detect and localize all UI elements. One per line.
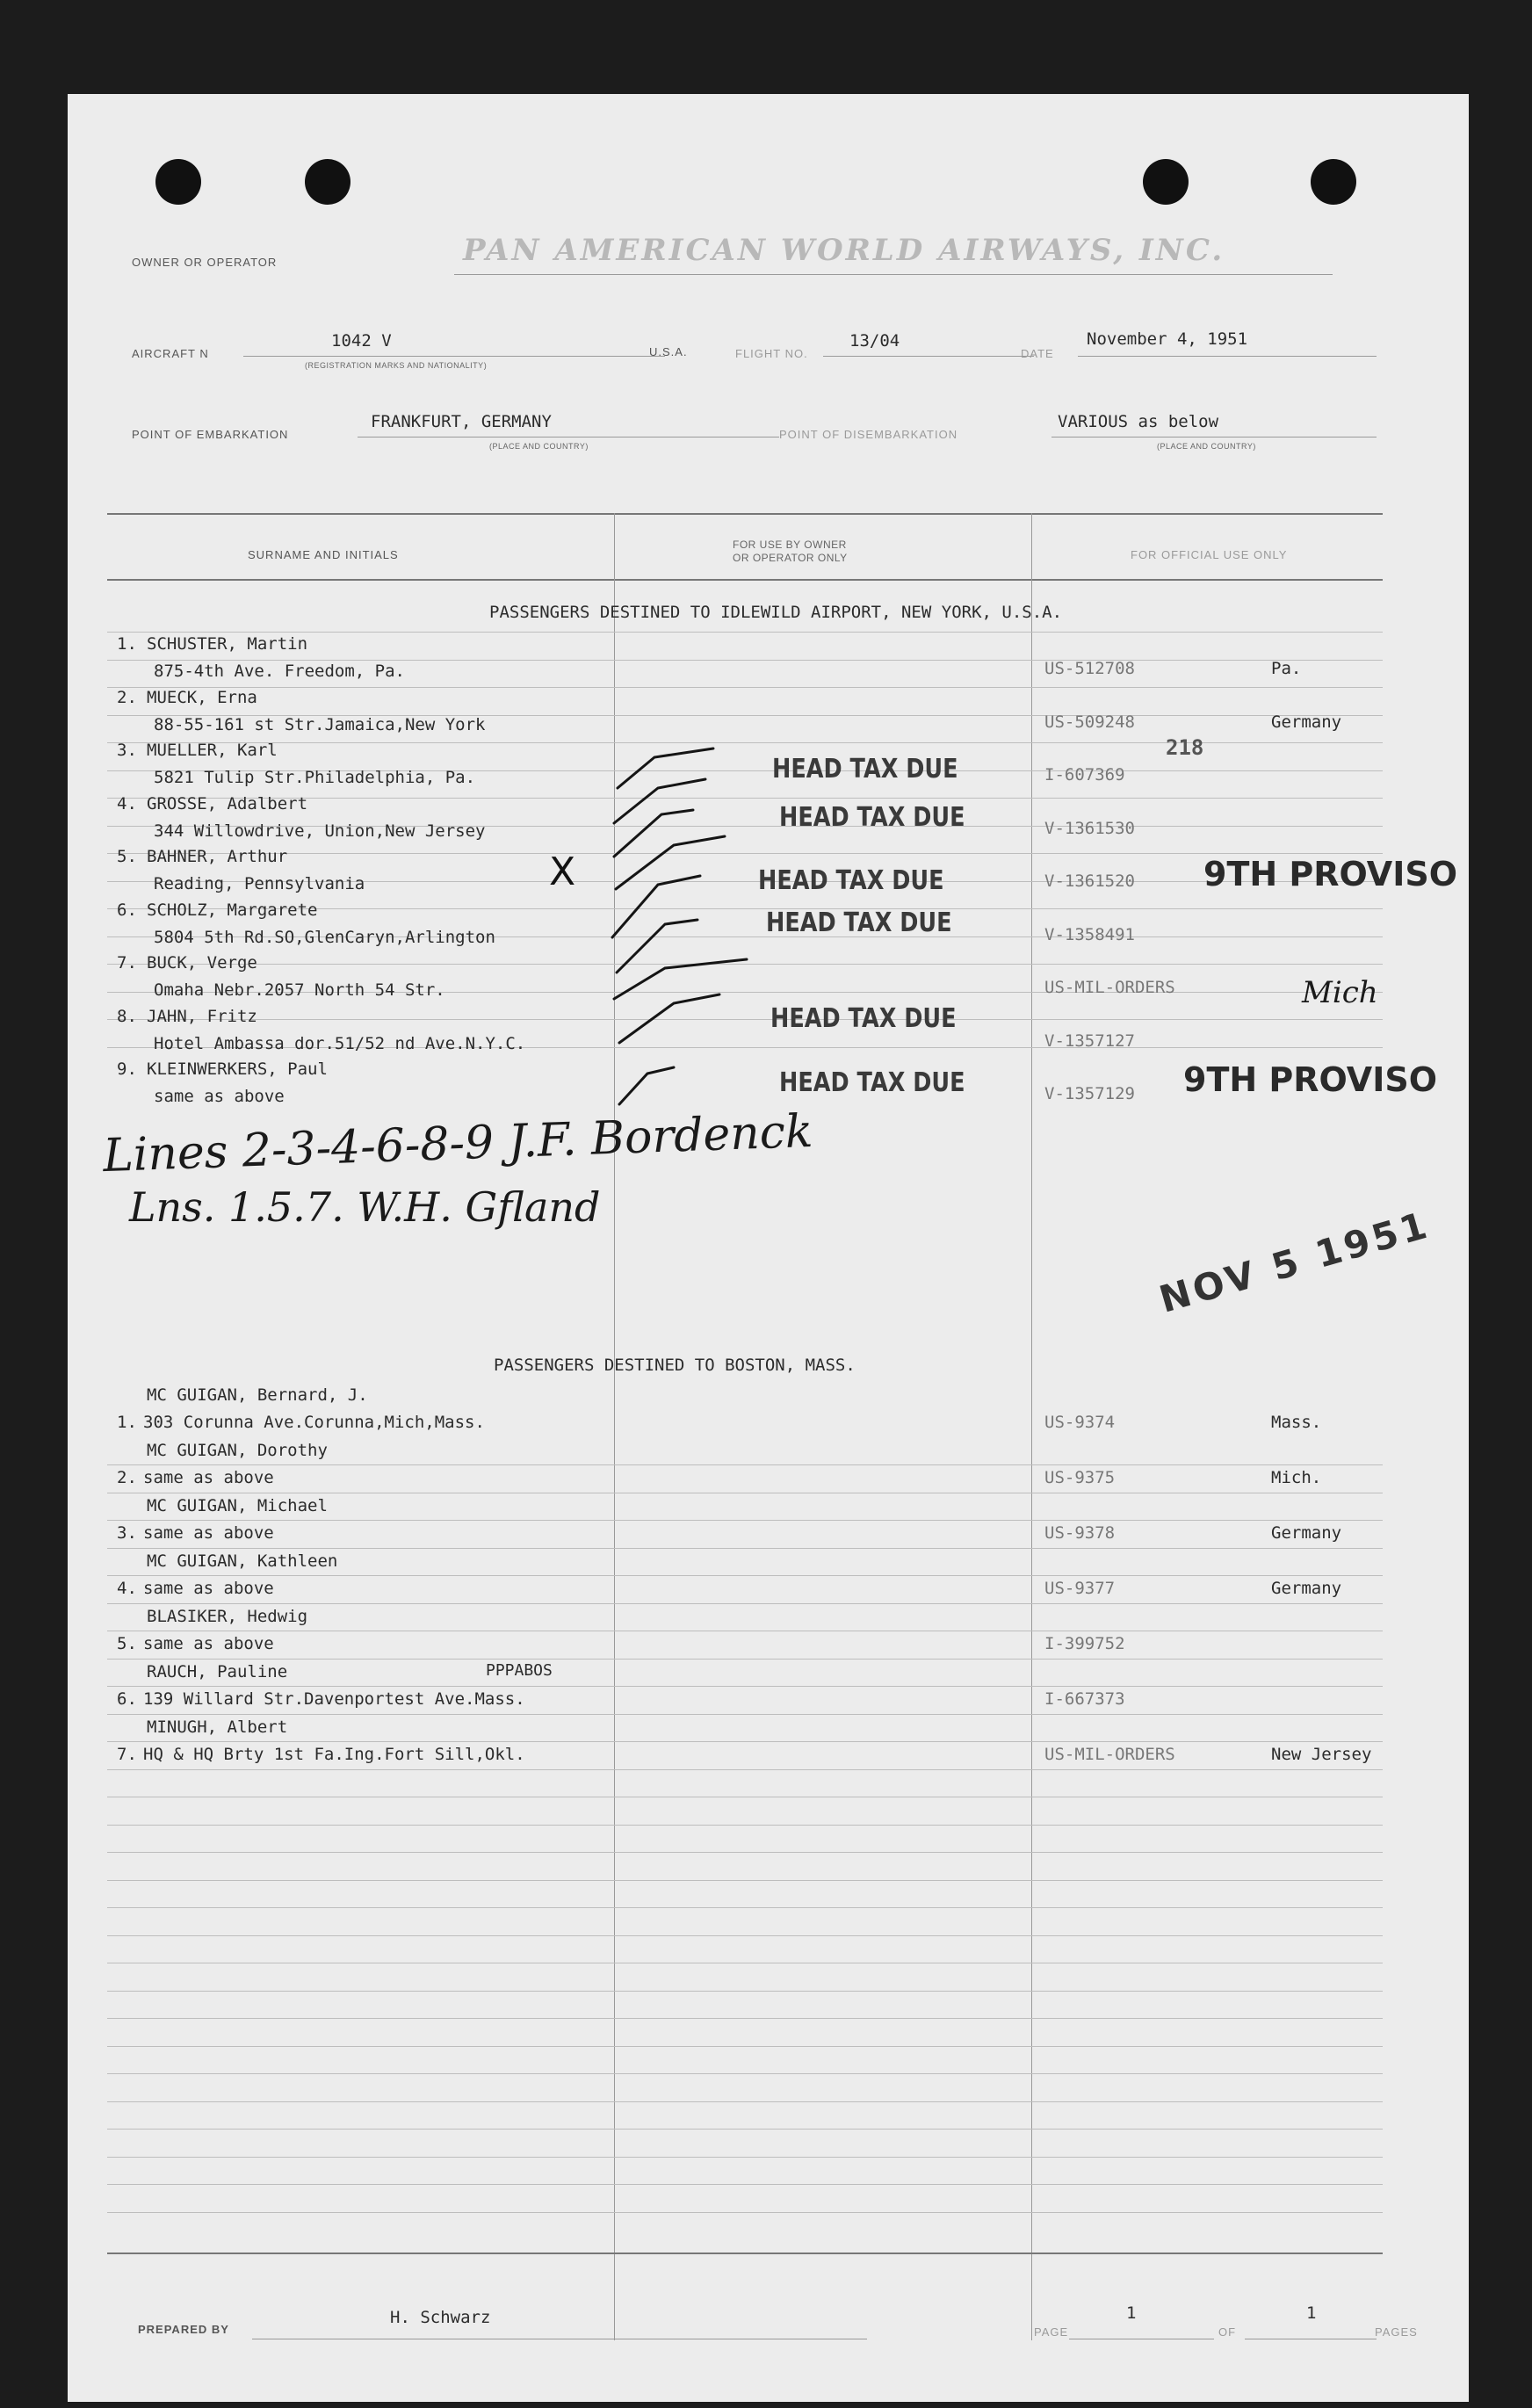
- ruled-line: [107, 1991, 1383, 1992]
- official-document-number: US-MIL-ORDERS: [1044, 978, 1175, 997]
- passenger-address: 5821 Tulip Str.Philadelphia, Pa.: [154, 768, 476, 787]
- head-tax-stamp: HEAD TAX DUE: [770, 1003, 957, 1034]
- official-note: New Jersey: [1271, 1745, 1372, 1764]
- ruled-line: [107, 1825, 1383, 1826]
- passenger-name: BUCK, Verge: [147, 953, 257, 973]
- ruled-line: [107, 2212, 1383, 2213]
- row-number: 5.: [117, 1634, 137, 1653]
- ruled-line: [107, 1464, 1383, 1465]
- row-number: 9.: [117, 1059, 137, 1079]
- head-tax-stamp: HEAD TAX DUE: [772, 754, 958, 785]
- passenger-name: MC GUIGAN, Bernard, J.: [147, 1385, 368, 1405]
- passenger-address: 344 Willowdrive, Union,New Jersey: [154, 821, 486, 841]
- passenger-name: MC GUIGAN, Kathleen: [147, 1551, 338, 1571]
- prepared-by: H. Schwarz: [390, 2308, 491, 2327]
- ruled-line: [107, 2073, 1383, 2074]
- head-tax-stamp: HEAD TAX DUE: [766, 908, 952, 938]
- date-stamp: NOV 5 1951: [1154, 1203, 1435, 1321]
- ruled-line: [107, 1575, 1383, 1576]
- ruled-line: [107, 2101, 1383, 2102]
- row-number: 1.: [117, 1413, 137, 1432]
- official-document-number: V-1361520: [1044, 871, 1135, 891]
- ruled-line: [107, 2184, 1383, 2185]
- head-tax-stamp: HEAD TAX DUE: [758, 865, 944, 896]
- row-number: 3.: [117, 1523, 137, 1543]
- head-tax-stamp: HEAD TAX DUE: [779, 802, 965, 833]
- passenger-address: 5804 5th Rd.SO,GlenCaryn,Arlington: [154, 927, 495, 947]
- ruled-line: [107, 1520, 1383, 1521]
- ruled-line: [107, 1741, 1383, 1742]
- ruled-line: [107, 1852, 1383, 1853]
- passenger-name: MUECK, Erna: [147, 687, 257, 707]
- passenger-name: MINUGH, Albert: [147, 1717, 288, 1737]
- passenger-address: same as above: [154, 1087, 285, 1106]
- passenger-address: Hotel Ambassa dor.51/52 nd Ave.N.Y.C.: [154, 1033, 526, 1053]
- official-document-number: V-1357129: [1044, 1084, 1135, 1103]
- flight-date: November 4, 1951: [1087, 329, 1248, 349]
- row-number: 7.: [117, 1745, 137, 1764]
- passenger-name: RAUCH, Pauline: [147, 1662, 288, 1681]
- row-number: 6.: [117, 1689, 137, 1709]
- row-number: 3.: [117, 741, 137, 760]
- ruled-line: [107, 1769, 1383, 1770]
- row-number: 8.: [117, 1006, 137, 1026]
- x-mark: X: [549, 850, 576, 894]
- section-heading: PASSENGERS DESTINED TO IDLEWILD AIRPORT, NEW YORK, U.S.A.: [489, 603, 1063, 622]
- official-document-number: US-9378: [1044, 1523, 1116, 1543]
- ruled-line: [107, 1548, 1383, 1549]
- section-heading: PASSENGERS DESTINED TO BOSTON, MASS.: [494, 1356, 856, 1375]
- official-document-number: US-509248: [1044, 712, 1135, 732]
- passenger-name: JAHN, Fritz: [147, 1006, 257, 1026]
- row-number: 1.: [117, 634, 137, 654]
- passenger-name: GROSSE, Adalbert: [147, 793, 308, 814]
- official-document-number: US-9374: [1044, 1413, 1116, 1432]
- page-total: 1: [1306, 2303, 1317, 2323]
- passenger-name: BAHNER, Arthur: [147, 847, 288, 866]
- official-document-number: US-9377: [1044, 1579, 1116, 1598]
- ruled-line: [107, 1686, 1383, 1687]
- passenger-name: SCHOLZ, Margarete: [147, 900, 318, 920]
- passenger-address: HQ & HQ Brty 1st Fa.Ing.Fort Sill,Okl.: [143, 1745, 525, 1764]
- official-note: Mich.: [1271, 1468, 1322, 1487]
- row-number: 6.: [117, 900, 137, 920]
- page-number: 1: [1126, 2303, 1137, 2323]
- ruled-line: [107, 2129, 1383, 2130]
- row-number: 2.: [117, 687, 137, 707]
- extra-code: 218: [1166, 735, 1204, 760]
- passenger-address: same as above: [143, 1468, 274, 1487]
- head-tax-stamp: HEAD TAX DUE: [779, 1067, 965, 1098]
- official-document-number: I-399752: [1044, 1634, 1125, 1653]
- official-document-number: US-512708: [1044, 659, 1135, 678]
- passenger-address: same as above: [143, 1634, 274, 1653]
- passenger-address: 875-4th Ave. Freedom, Pa.: [154, 662, 405, 681]
- disembarkation-value: VARIOUS as below: [1058, 412, 1219, 431]
- ruled-line: [107, 1907, 1383, 1908]
- official-document-number: V-1361530: [1044, 818, 1135, 838]
- official-note: Germany: [1271, 1579, 1342, 1598]
- official-document-number: I-607369: [1044, 765, 1125, 785]
- passenger-address: same as above: [143, 1523, 274, 1543]
- passenger-name: MC GUIGAN, Michael: [147, 1496, 328, 1515]
- handwritten-line-1: Lines 2-3-4-6-8-9 J.F. Bordenck: [102, 1104, 814, 1183]
- flight-number: 13/04: [849, 331, 900, 351]
- passenger-address: 303 Corunna Ave.Corunna,Mich,Mass.: [143, 1413, 485, 1432]
- row-number: 2.: [117, 1468, 137, 1487]
- ruled-line: [107, 1714, 1383, 1715]
- handwritten-mich: Mich: [1302, 975, 1378, 1010]
- official-note: Mass.: [1271, 1413, 1322, 1432]
- official-document-number: V-1357127: [1044, 1030, 1135, 1051]
- row-number: 7.: [117, 953, 137, 973]
- row-number: 4.: [117, 793, 137, 814]
- passenger-name: MC GUIGAN, Dorothy: [147, 1441, 328, 1460]
- owner-label: OWNER OR OPERATOR: [132, 256, 278, 269]
- ruled-line: [107, 1935, 1383, 1936]
- passenger-address: Reading, Pennsylvania: [154, 874, 365, 893]
- row-number: 4.: [117, 1579, 137, 1598]
- official-document-number: V-1358491: [1044, 924, 1135, 944]
- manifest-sheet: OWNER OR OPERATOR PAN AMERICAN WORLD AIRWAYS, INC. AIRCRAFT N 1042 V (REGISTRATION MARKS AND NATIONALITY) U.S.A. FLIGHT NO. 13/04 DATE November 4, 1951 POINT OF EMBARKATION FRANKFURT, GERMANY (PLACE AND COUNTRY) POINT OF DISEMBARKATION VARIOUS as below (PLACE AND COUNTRY) SURNAME AND INITIALS FOR USE BY OWNER OR OPERATOR ONLY FOR OFFICIAL USE ONLY PASSENGERS DESTINED TO IDLEWILD AIRPORT, NEW YORK, U.S.A. 1. SCHUSTER, Martin 875-4th Ave. Freedom, Pa. US-512708 Pa. 2. MUECK, Erna 88-55-161 st Str.Jamaica,New York US-509248 Germany 3. MUELLER, Karl 5821 Tulip Str.Philadelphia, Pa. I-607369 4. GROSSE, Adalbert 344 Willowdrive, Union,New Jersey V-1361530 5. BAHNER, Arthur Reading, Pennsylvania V-1361520 6. SCHOLZ, Margarete 5804 5th Rd.SO,GlenCaryn,Arlington V-1358491 7. BUCK, Verge Omaha Nebr.2057 North 54 Str. US-MIL-ORDERS 8. JAHN, Fritz Hotel Ambassa dor.51/52 nd Ave.N.Y.C. V-1357127 9. KLEINWERKERS, Paul same as above V-1357129 PASSENGERS DESTINED TO BOSTON, MASS. 1. MC GUIGAN, Bernard, J. 303 Corunna Ave.Corunna,Mich,Mass. US-9374 Mass. 2. MC GUIGAN, Dorothy same as above US-9375 Mich. 3. MC GUIGAN, Michael same as above US-9378 Germany 4. MC GUIGAN, Kathleen same as above US-9377 Germany 5. BLASIKER, Hedwig same as above I-399752 6. RAUCH, Pauline 139 Willard Str.Davenportest Ave.Mass. I-667373 7. MINUGH, Albert HQ & HQ Brty 1st Fa.Ing.Fort Sill,Okl. US-MIL-ORDERS New Jersey HEAD TAX DUE HEAD TAX DUE HEAD TAX DUE HEAD TAX DUE HEAD TAX DUE HEAD TAX DUE 9TH PROVISO 9TH PROVISO 218 PPPABOS NOV 5 1951 Lines 2-3-4-6-8-9 J.F. Bordenck Lns. 1.5.7. W.H. Gfland Mich X PREPARED BY H. Schwarz PAGE 1 OF 1 PAGES: [68, 94, 1469, 2402]
- passenger-address: 88-55-161 st Str.Jamaica,New York: [154, 714, 486, 734]
- aircraft-value: 1042 V: [331, 331, 392, 351]
- ruled-line: [107, 2046, 1383, 2047]
- passenger-name: KLEINWERKERS, Paul: [147, 1059, 328, 1079]
- ruled-line: [107, 2018, 1383, 2019]
- ruled-line: [107, 1659, 1383, 1660]
- company-name: PAN AMERICAN WORLD AIRWAYS, INC.: [463, 233, 1225, 268]
- passenger-name: MUELLER, Karl: [147, 741, 278, 760]
- aircraft-label: AIRCRAFT N: [132, 347, 209, 360]
- ruled-line: [107, 2157, 1383, 2158]
- passenger-name: BLASIKER, Hedwig: [147, 1607, 308, 1626]
- check-marks: [68, 94, 1469, 1324]
- passenger-name: SCHUSTER, Martin: [147, 634, 308, 654]
- handwritten-line-2: Lns. 1.5.7. W.H. Gfland: [129, 1183, 601, 1231]
- row-number: 5.: [117, 847, 137, 866]
- proviso-stamp: 9TH PROVISO: [1203, 855, 1458, 893]
- ruled-line: [107, 1603, 1383, 1604]
- official-note: Pa.: [1271, 659, 1302, 678]
- passenger-address: Omaha Nebr.2057 North 54 Str.: [154, 980, 445, 1000]
- ruled-line: [107, 1880, 1383, 1881]
- official-document-number: I-667373: [1044, 1689, 1125, 1709]
- official-note: Germany: [1271, 712, 1342, 732]
- official-document-number: US-MIL-ORDERS: [1044, 1745, 1175, 1764]
- passenger-address: same as above: [143, 1579, 274, 1598]
- official-document-number: US-9375: [1044, 1468, 1116, 1487]
- passenger-address: 139 Willard Str.Davenportest Ave.Mass.: [143, 1689, 525, 1709]
- embarkation-value: FRANKFURT, GERMANY: [371, 412, 552, 431]
- pfpabos-mark: PPPABOS: [486, 1661, 553, 1680]
- col-surname: SURNAME AND INITIALS: [248, 548, 399, 561]
- official-note: Germany: [1271, 1523, 1342, 1543]
- proviso-stamp: 9TH PROVISO: [1183, 1060, 1438, 1099]
- col-official: FOR OFFICIAL USE ONLY: [1131, 548, 1288, 561]
